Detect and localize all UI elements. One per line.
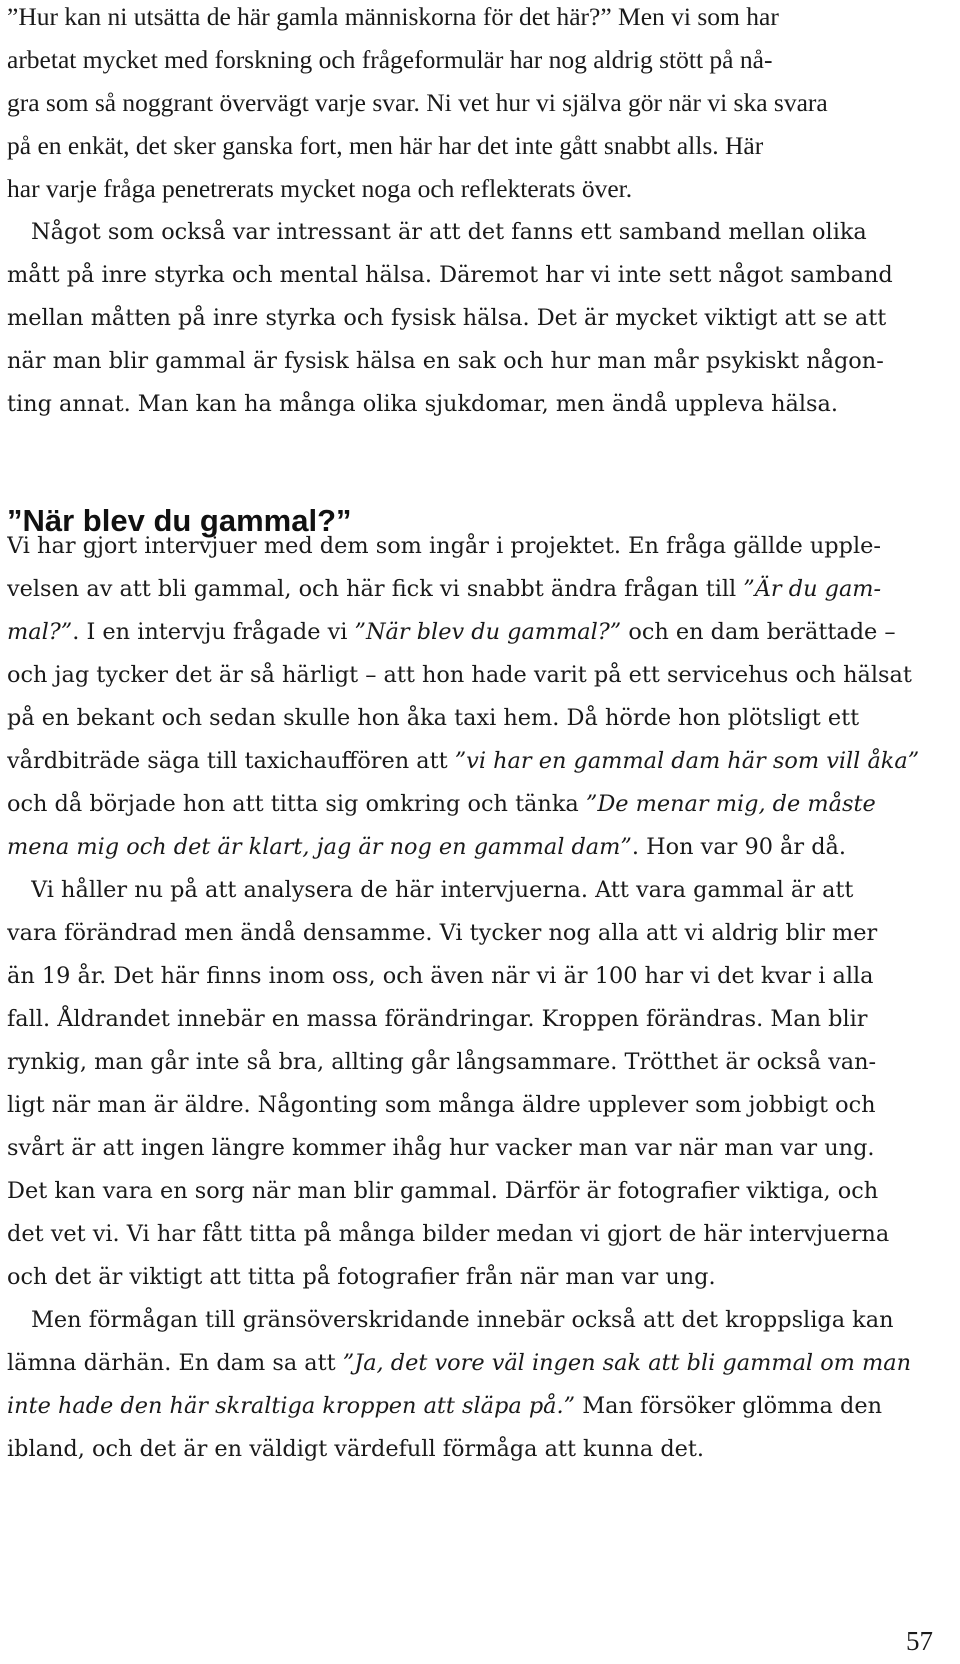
text-line: ting annat. Man kan ha många olika sjukdomar, men ändå uppleva hälsa. (7, 391, 838, 417)
quote-run: ”vi har en gammal dam här som vill åka” (454, 748, 920, 774)
text-line: och jag tycker det är så härligt – att hon hade varit på ett servicehus och hälsat (7, 662, 912, 688)
text-line: arbetat mycket med forskning och frågeformulär har nog aldrig stött på nå- (7, 45, 773, 74)
text-line (7, 617, 953, 649)
text-run: . Hon var 90 år då. (631, 834, 847, 860)
text-line: Något som också var intressant är att det fanns ett samband mellan olika (31, 219, 867, 245)
text-line (7, 746, 953, 778)
quote-run: ”När blev du gammal?” (354, 619, 622, 645)
text-line: när man blir gammal är fysisk hälsa en sak och hur man mår psykiskt någon- (7, 348, 884, 374)
text-line: och det är viktigt att titta på fotografier från när man var ung. (7, 1264, 716, 1290)
text-run: och då började hon att titta sig omkring och tänka (7, 791, 586, 817)
text-line: på en bekant och sedan skulle hon åka taxi hem. Då hörde hon plötsligt ett (7, 705, 860, 731)
text-run: velsen av att bli gammal, och här fick vi snabbt ändra frågan till (7, 576, 744, 602)
text-line: ”Hur kan ni utsätta de här gamla människorna för det här?” Men vi som har (7, 2, 779, 31)
text-line (7, 832, 953, 864)
text-line: gra som så noggrant övervägt varje svar. Ni vet hur vi själva gör när vi ska svara (7, 88, 828, 117)
text-line: svårt är att ingen längre kommer ihåg hur vacker man var när man var ung. (7, 1135, 875, 1161)
quote-run: mal?” (7, 619, 73, 645)
text-line: rynkig, man går inte så bra, allting går långsammare. Trötthet är också van- (7, 1049, 877, 1075)
text-line (7, 574, 953, 606)
section-heading: ”När blev du gammal?” (7, 503, 352, 538)
text-line: ibland, och det är en väldigt värdefull förmåga att kunna det. (7, 1436, 705, 1462)
quote-run: mena mig och det är klart, jag är nog en gammal dam” (7, 834, 632, 860)
text-line: på en enkät, det sker ganska fort, men här har det inte gått snabbt alls. Här (7, 131, 764, 160)
text-line: mått på inre styrka och mental hälsa. Däremot har vi inte sett något samband (7, 262, 893, 288)
text-line (7, 1391, 953, 1423)
quote-run: ”Ja, det vore väl ingen sak att bli gammal om man (342, 1350, 912, 1376)
text-run: lämna därhän. En dam sa att (7, 1350, 343, 1376)
text-line: mellan måtten på inre styrka och fysisk hälsa. Det är mycket viktigt att se att (7, 305, 887, 331)
text-run: och en dam berättade – (621, 619, 896, 645)
text-line: ligt när man är äldre. Någonting som många äldre upplever som jobbigt och (7, 1092, 876, 1118)
text-line: Det kan vara en sorg när man blir gammal. Därför är fotografier viktiga, och (7, 1178, 879, 1204)
text-line: Men förmågan till gränsöverskridande innebär också att det kroppsliga kan (31, 1307, 894, 1333)
text-run: vårdbiträde säga till taxichauffören att (7, 748, 455, 774)
quote-run: ”Är du gam- (743, 576, 882, 602)
text-line: fall. Åldrandet innebär en massa förändringar. Kroppen förändras. Man blir (7, 1006, 868, 1032)
quote-run: inte hade den här skraltiga kroppen att släpa på.” (7, 1393, 576, 1419)
text-run: Man försöker glömma den (575, 1393, 882, 1419)
text-line (7, 1348, 953, 1380)
page-number: 57 (906, 1626, 933, 1656)
text-line (7, 789, 953, 821)
text-line: än 19 år. Det här finns inom oss, och även när vi är 100 har vi det kvar i alla (7, 963, 874, 989)
text-run: . I en intervju frågade vi (72, 619, 355, 645)
text-line: det vet vi. Vi har fått titta på många bilder medan vi gjort de här intervjuerna (7, 1221, 890, 1247)
text-line: har varje fråga penetrerats mycket noga och reflekterats över. (7, 174, 633, 203)
quote-run: ”De menar mig, de måste (585, 791, 876, 817)
text-line: Vi håller nu på att analysera de här intervjuerna. Att vara gammal är att (31, 877, 854, 903)
text-line: Vi har gjort intervjuer med dem som ingår i projektet. En fråga gällde upple- (7, 533, 881, 559)
text-line: vara förändrad men ändå densamme. Vi tycker nog alla att vi aldrig blir mer (7, 920, 878, 946)
